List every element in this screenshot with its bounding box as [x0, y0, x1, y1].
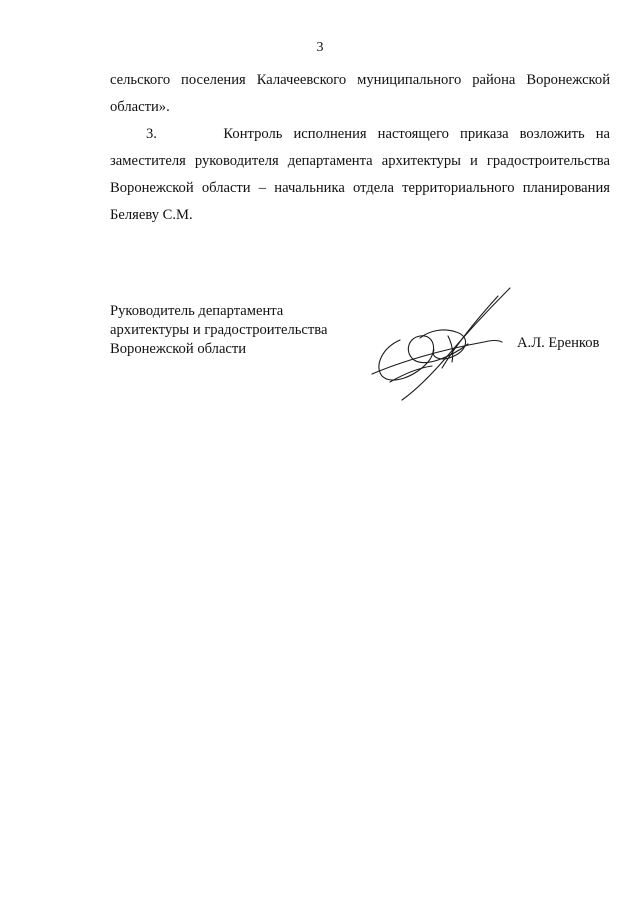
paragraph-3	[110, 121, 610, 229]
text-line: области».	[110, 99, 170, 115]
text-line-first	[110, 121, 610, 148]
paragraph-number: 3.	[146, 126, 157, 142]
position-line: Воронежской области	[110, 341, 247, 357]
handwritten-signature	[360, 278, 520, 403]
text-line: заместителя руководителя департамента архитектуры и градостроительства	[110, 153, 610, 169]
text-line: Воронежской области – начальника отдела территориального планирования	[110, 180, 610, 196]
page-number: 3	[316, 40, 324, 55]
text-line: Беляеву С.М.	[110, 207, 193, 223]
position-line: Руководитель департамента	[110, 303, 284, 319]
signature-position	[110, 302, 327, 359]
paragraph-continuation	[110, 67, 610, 121]
text-line: сельского поселения Калачеевского муниципального района Воронежской	[110, 72, 610, 88]
position-line: архитектуры и градостроительства	[110, 322, 328, 338]
text-fragment: Контроль исполнения настоящего приказа возложить на	[223, 126, 610, 142]
signer-name: А.Л. Еренков	[517, 335, 600, 351]
